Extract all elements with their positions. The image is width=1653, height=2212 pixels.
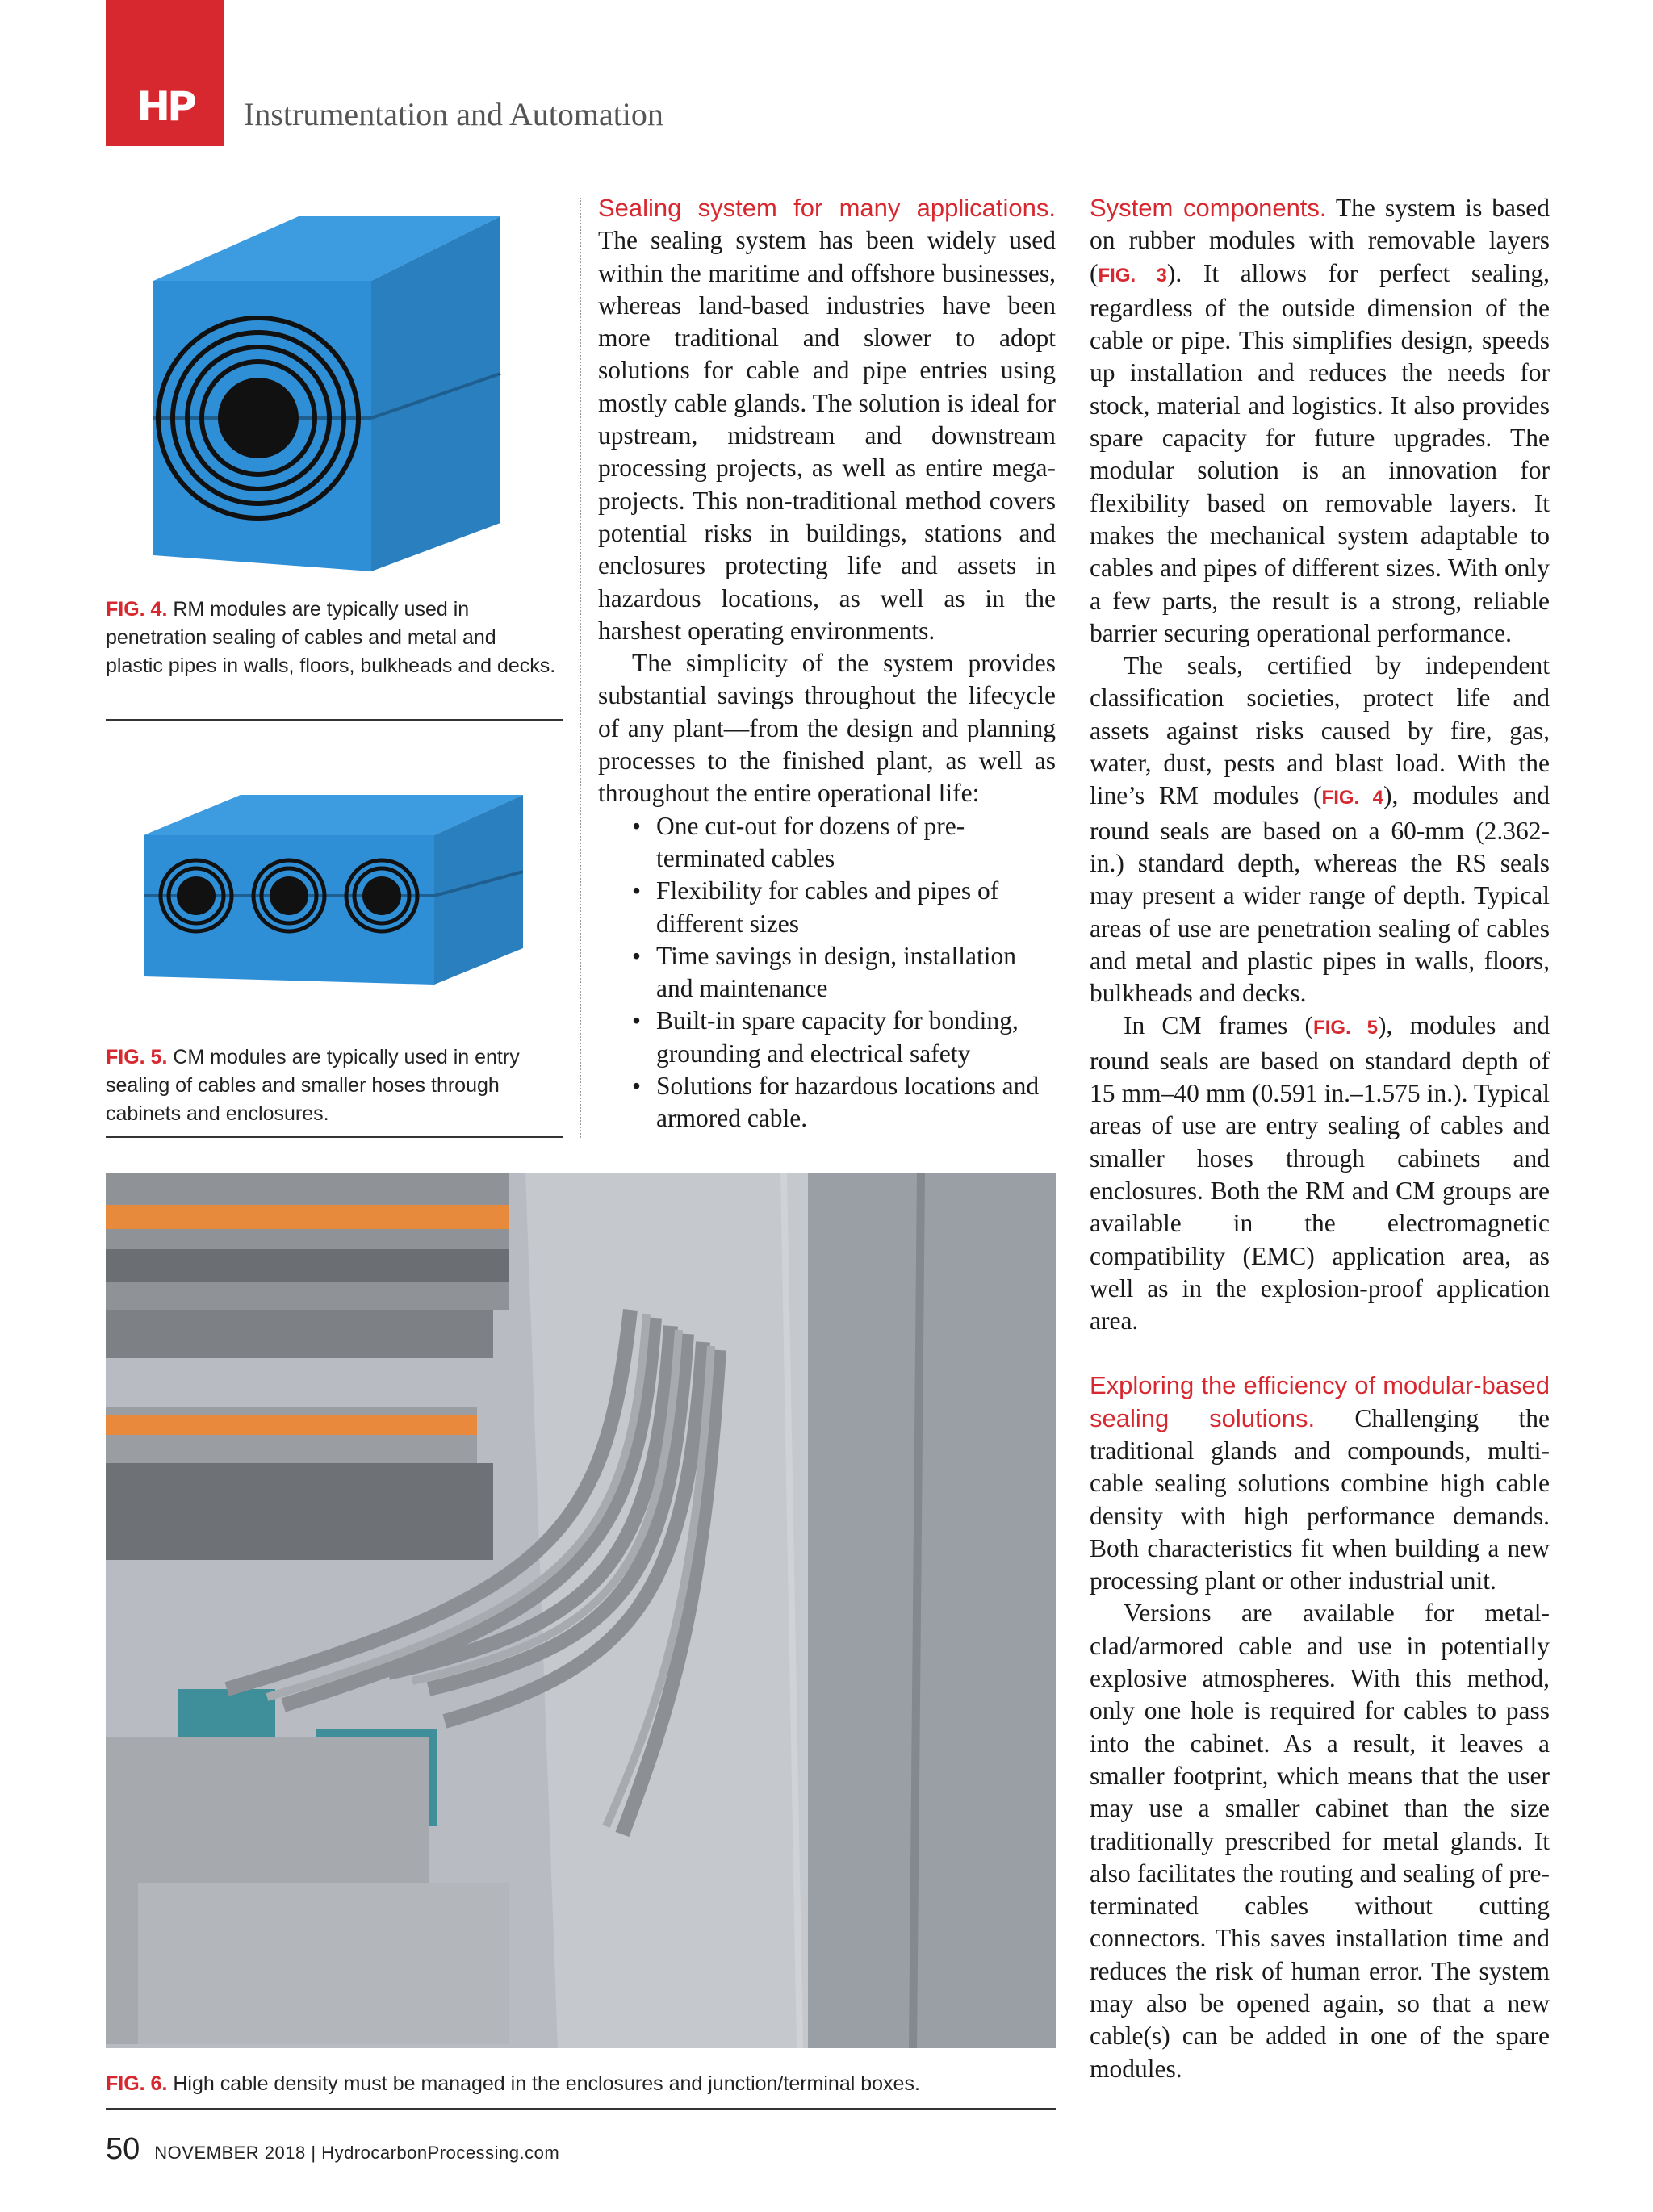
heading-sealing-system: Sealing system for many applications. xyxy=(598,194,1056,222)
page-number: 50 xyxy=(106,2132,140,2166)
col2-paragraph-3-b: ), modules and round seals are based on standard depth of 15 mm–40 mm (0.591 in.–1.575 in.). Typical areas of use are entry sealing of cables and smaller hoses through cabinets and enclosures. Both the RM and CM groups are available in the electromagnetic compatibility (EMC) application area, as well as in the explosion-proof application area. xyxy=(1090,1011,1550,1336)
fig4-reference: FIG. 4 xyxy=(1321,787,1384,809)
fig4-text: RM modules are typically used in penetration sealing of cables and metal and plastic pipes in walls, floors, bulkheads and decks. xyxy=(106,598,556,677)
fig5-text: CM modules are typically used in entry sealing of cables and smaller hoses through cabinets and enclosures. xyxy=(106,1046,520,1125)
fig6-rule xyxy=(106,2108,1056,2110)
column-divider xyxy=(580,198,581,1138)
benefit-item: • Flexibility for cables and pipes of different sizes xyxy=(656,875,1056,940)
fig5-reference: FIG. 5 xyxy=(1313,1017,1379,1039)
fig4-rm-module-image xyxy=(137,200,517,579)
fig5-label: FIG. 5. xyxy=(106,1046,168,1068)
col2-paragraph-1-a: The system is based on rubber modules with removable layers ( xyxy=(1090,194,1550,287)
col2-paragraph-2-a: The seals, certified by independent classification societies, protect life and assets against risks caused by fire, gas, water, dust, pests and blast load. With the line’s RM modules ( xyxy=(1090,651,1550,810)
fig6-text: High cable density must be managed in the enclosures and junction/terminal boxes. xyxy=(167,2072,920,2095)
fig6-cabinet-photo xyxy=(106,1173,1056,2048)
heading-system-components: System components. xyxy=(1090,194,1327,222)
col2-paragraph-4: Challenging the traditional glands and compounds, multi-cable sealing solutions combine high cable density with high performance demands. Both characteristics fit when building a new processing plant or other industrial unit. xyxy=(1090,1403,1550,1595)
benefits-list xyxy=(598,810,1056,1135)
fig3-reference: FIG. 3 xyxy=(1098,264,1167,286)
hp-logo-text: HP xyxy=(136,83,194,130)
fig5-rule xyxy=(106,1136,563,1138)
column-1 xyxy=(598,192,1056,1135)
col1-paragraph-1: The sealing system has been widely used within the maritime and offshore businesses, whereas land-based industries have been more traditional and slower to adopt solutions for cable and pipe entries using mostly cable glands. The solution is ideal for upstream, midstream and downstream processing projects, as well as entire mega-projects. This non-traditional method covers potential risks in buildings, stations and enclosures protecting life and assets in hazardous locations, as well as in the harshest operating environments. xyxy=(598,226,1056,645)
fig4-label: FIG. 4. xyxy=(106,598,168,621)
benefit-item: • One cut-out for dozens of pre-terminated cables xyxy=(656,810,1056,876)
col2-paragraph-5: Versions are available for metal-clad/armored cable and use in potentially explosive atmospheres. With this method, only one hole is required for cables to pass into the cabinet. As a result, it leaves a smaller footprint, which means that the user may use a smaller cabinet than the size traditionally prescribed for metal glands. It also facilitates the routing and sealing of pre-terminated cables without cutting connectors. This saves installation time and reduces the risk of human error. The system may also be opened again, so that a new cable(s) can be added in one of the spare modules. xyxy=(1090,1599,1550,2083)
col2-paragraph-2-b: ), modules and round seals are based on a 60-mm (2.362-in.) standard depth, whereas the RS seals may present a wider range of depth. Typical areas of use are penetration sealing of cables and metal and plastic pipes in walls, floors, bulkheads and decks. xyxy=(1090,781,1550,1008)
fig4-rule xyxy=(106,719,563,721)
fig6-label: FIG. 6. xyxy=(106,2072,168,2095)
fig6-caption xyxy=(106,2070,1056,2098)
fig5-caption xyxy=(106,1043,558,1128)
fig4-caption xyxy=(106,596,558,680)
page-footer xyxy=(106,2132,559,2167)
benefit-item: • Solutions for hazardous locations and armored cable. xyxy=(656,1070,1056,1135)
benefit-item: • Time savings in design, installation and maintenance xyxy=(656,940,1056,1006)
hp-logo xyxy=(106,0,224,146)
column-2 xyxy=(1090,192,1550,2085)
col1-paragraph-2: The simplicity of the system provides substantial savings throughout the lifecycle of any plant—from the design and planning processes to the finished plant, as well as throughout the entire operational life: xyxy=(598,649,1056,808)
footer-text: NOVEMBER 2018 | HydrocarbonProcessing.com xyxy=(154,2143,560,2163)
fig5-cm-module-image xyxy=(144,795,523,989)
col2-paragraph-3-a: In CM frames ( xyxy=(1124,1011,1314,1040)
heading-exploring-efficiency: Exploring the efficiency of modular-based sealing solutions. xyxy=(1090,1371,1550,1432)
section-title: Instrumentation and Automation xyxy=(244,96,663,132)
col2-paragraph-1-b: ). It allows for perfect sealing, regardless of the outside dimension of the cable or pipe. This simplifies design, speeds up installation and reduces the needs for stock, material and logistics. It also provides spare capacity for future upgrades. The modular solution is an innovation for flexibility based on removable layers. It makes the mechanical system adaptable to cables and pipes of different sizes. With only a few parts, the result is a strong, reliable barrier securing operational performance. xyxy=(1090,258,1550,647)
benefit-item: • Built-in spare capacity for bonding, grounding and electrical safety xyxy=(656,1005,1056,1070)
